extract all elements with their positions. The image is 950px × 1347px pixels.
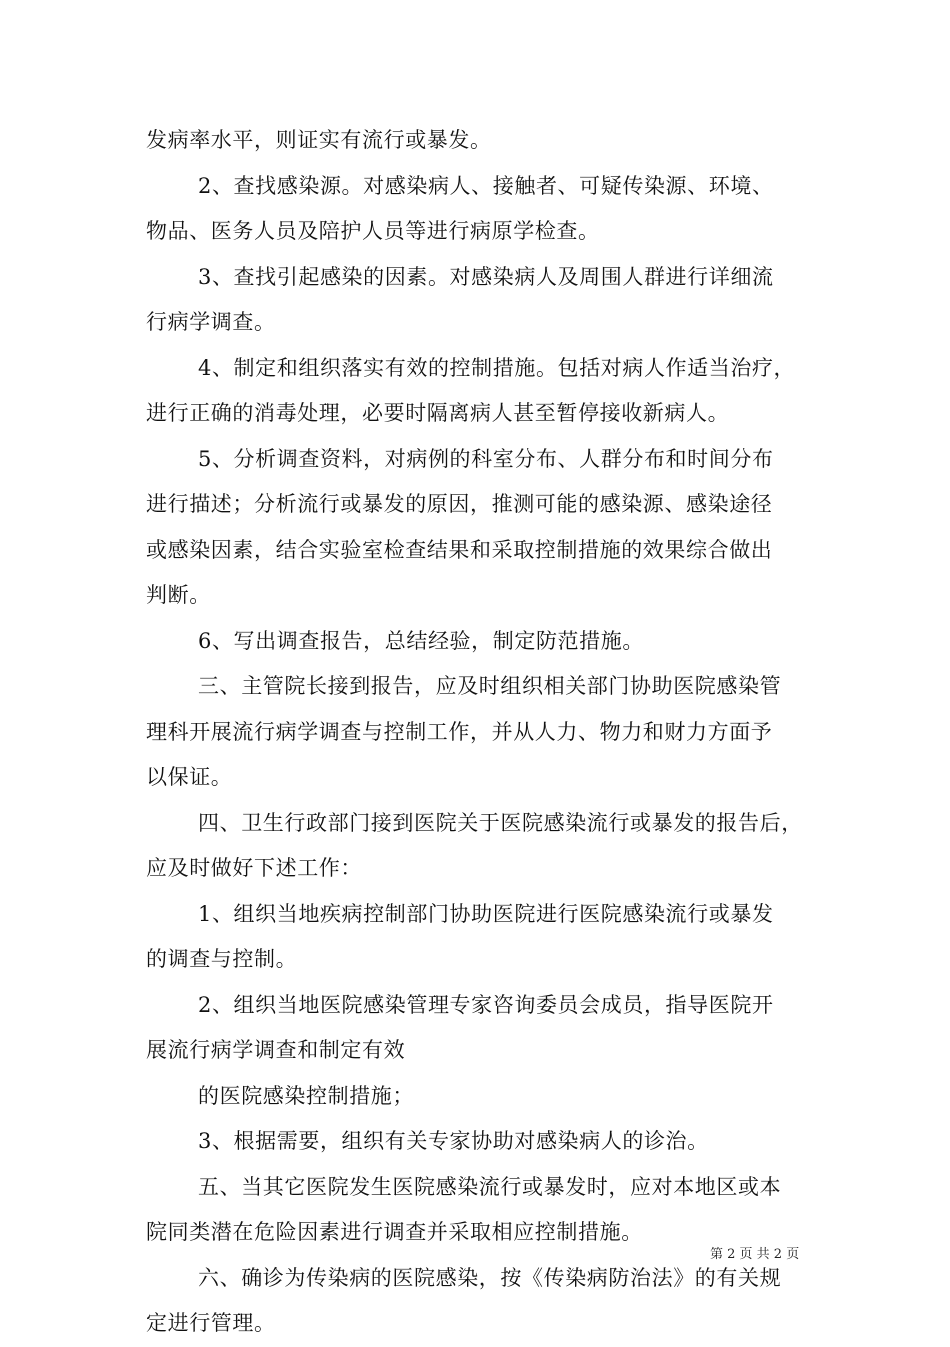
text-line: 应及时做好下述工作： (146, 856, 362, 880)
text-line: 理科开展流行病学调查与控制工作，并从人力、物力和财力方面予 (146, 719, 773, 744)
text-line: 2、查找感染源。对感染病人、接触者、可疑传染源、环境、 (198, 173, 774, 198)
text-line: 或感染因素，结合实验室检查结果和采取控制措施的效果综合做出 (146, 537, 773, 562)
text-line: 物品、医务人员及陪护人员等进行病原学检查。 (146, 219, 600, 243)
text-line: 3、查找引起感染的因素。对感染病人及周围人群进行详细流 (198, 264, 774, 289)
text-line: 定进行管理。 (146, 1311, 276, 1335)
text-line: 进行描述；分析流行或暴发的原因，推测可能的感染源、感染途径 (146, 492, 773, 516)
text-line: 的调查与控制。 (146, 947, 298, 971)
text-line: 四、卫生行政部门接到医院关于医院感染流行或暴发的报告后， (198, 810, 803, 835)
text-line: 4、制定和组织落实有效的控制措施。包括对病人作适当治疗， (198, 355, 796, 380)
text-line: 行病学调查。 (146, 310, 276, 334)
text-line: 院同类潜在危险因素进行调查并采取相应控制措施。 (146, 1220, 643, 1244)
text-line: 发病率水平，则证实有流行或暴发。 (146, 128, 492, 152)
text-line: 1、组织当地疾病控制部门协助医院进行医院感染流行或暴发 (198, 901, 774, 926)
document-body (146, 118, 816, 1347)
text-line: 5、分析调查资料，对病例的科室分布、人群分布和时间分布 (198, 446, 774, 471)
text-line: 6、写出调查报告，总结经验，制定防范措施。 (198, 628, 644, 653)
page-number: 第 2 页 共 2 页 (710, 1247, 800, 1262)
text-line: 2、组织当地医院感染管理专家咨询委员会成员，指导医院开 (198, 992, 774, 1017)
text-line: 的医院感染控制措施； (198, 1083, 414, 1108)
text-line: 六、确诊为传染病的医院感染，按《传染病防治法》的有关规 (198, 1265, 782, 1290)
text-line: 三、主管院长接到报告，应及时组织相关部门协助医院感染管 (198, 674, 782, 698)
text-line: 展流行病学调查和制定有效 (146, 1038, 406, 1062)
text-line: 3、根据需要，组织有关专家协助对感染病人的诊治。 (198, 1129, 709, 1153)
text-line: 进行正确的消毒处理，必要时隔离病人甚至暂停接收新病人。 (146, 401, 730, 425)
text-line: 判断。 (146, 583, 211, 607)
text-line: 以保证。 (146, 765, 233, 789)
text-line: 五、当其它医院发生医院感染流行或暴发时，应对本地区或本 (198, 1174, 782, 1199)
